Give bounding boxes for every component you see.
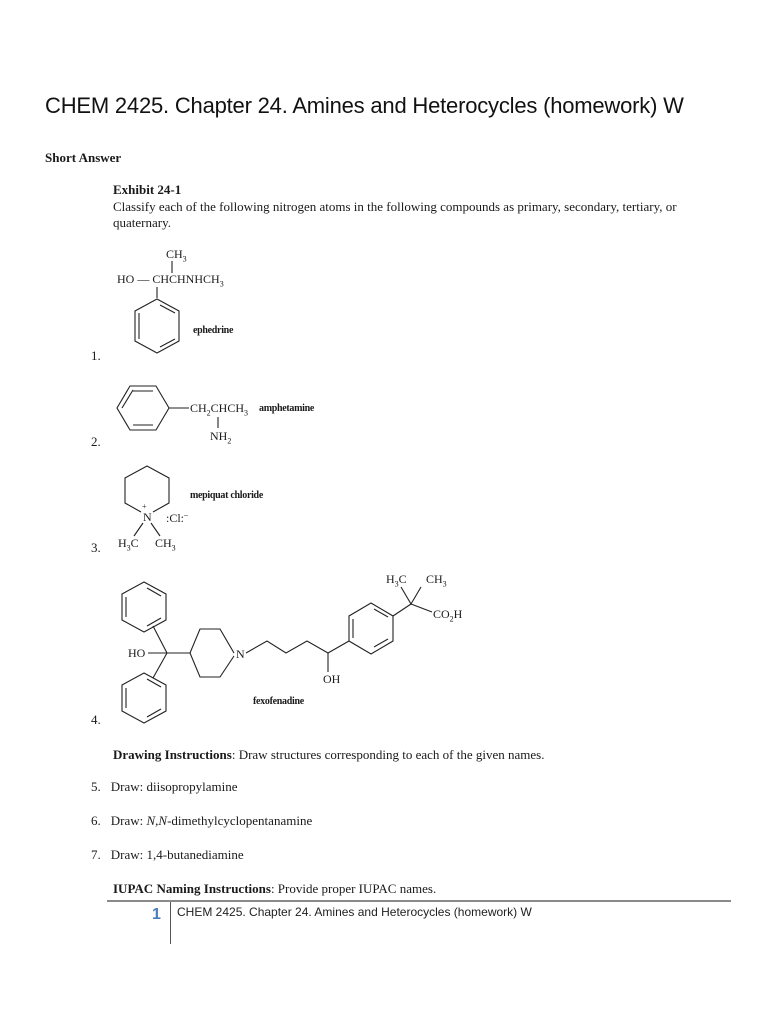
question-5: 5. Draw: diisopropylamine — [91, 779, 238, 794]
carboxyl-group: $CO_2H$ — [433, 607, 463, 624]
page-number: 1 — [152, 906, 161, 923]
question-number: 2. — [91, 434, 101, 449]
hydroxyl-group: OH — [323, 672, 341, 686]
hydroxyl-group: HO — [128, 646, 146, 660]
amphetamine-chain: $CH_2CHCH_3$ — [190, 401, 249, 418]
n-plus-charge: + — [142, 502, 147, 511]
methyl-left: $H_3C$ — [386, 572, 407, 589]
compound-name: amphetamine — [259, 403, 315, 414]
question-number: 4. — [91, 712, 101, 727]
question-6: 6. Draw: N,N-dimethylcyclopentanamine — [91, 813, 313, 828]
methyl-right: $CH_3$ — [426, 572, 447, 589]
ephedrine-chain: HO — $CHCHNHCH_3$ — [117, 272, 224, 289]
compound-name: fexofenadine — [253, 696, 304, 707]
page-title: CHEM 2425. Chapter 24. Amines and Heterocycles (homework) W — [45, 93, 684, 118]
chloride-ion: :Cl:– — [166, 510, 189, 525]
methyl-right: $CH_3$ — [155, 536, 176, 553]
methyl-left: $H_3C$ — [118, 536, 139, 553]
footer-title: CHEM 2425. Chapter 24. Amines and Heterocycles (homework) W — [177, 905, 532, 919]
section-heading: Short Answer — [45, 150, 122, 165]
footer-divider — [107, 900, 731, 902]
amine-group: $NH_2$ — [210, 429, 232, 446]
compound-name: mepiquat chloride — [190, 490, 263, 501]
ch3-group: $CH_3$ — [166, 247, 187, 264]
question-number: 3. — [91, 540, 101, 555]
exhibit-instructions: Classify each of the following nitrogen atoms in the following compounds as primary, secondary, tertiary, or quaternary. — [113, 199, 677, 230]
exhibit-title: Exhibit 24-1 — [113, 182, 182, 197]
nitrogen-atom: N — [143, 510, 152, 524]
question-7: 7. Draw: 1,4-butanediamine — [91, 847, 244, 862]
piperidine-nitrogen: N — [236, 647, 245, 661]
drawing-instructions: Drawing Instructions: Draw structures corresponding to each of the given names. — [113, 747, 545, 762]
iupac-instructions: IUPAC Naming Instructions: Provide proper IUPAC names. — [113, 881, 437, 896]
compound-name: ephedrine — [193, 325, 234, 336]
question-number: 1. — [91, 348, 101, 363]
footer-separator — [170, 902, 171, 944]
